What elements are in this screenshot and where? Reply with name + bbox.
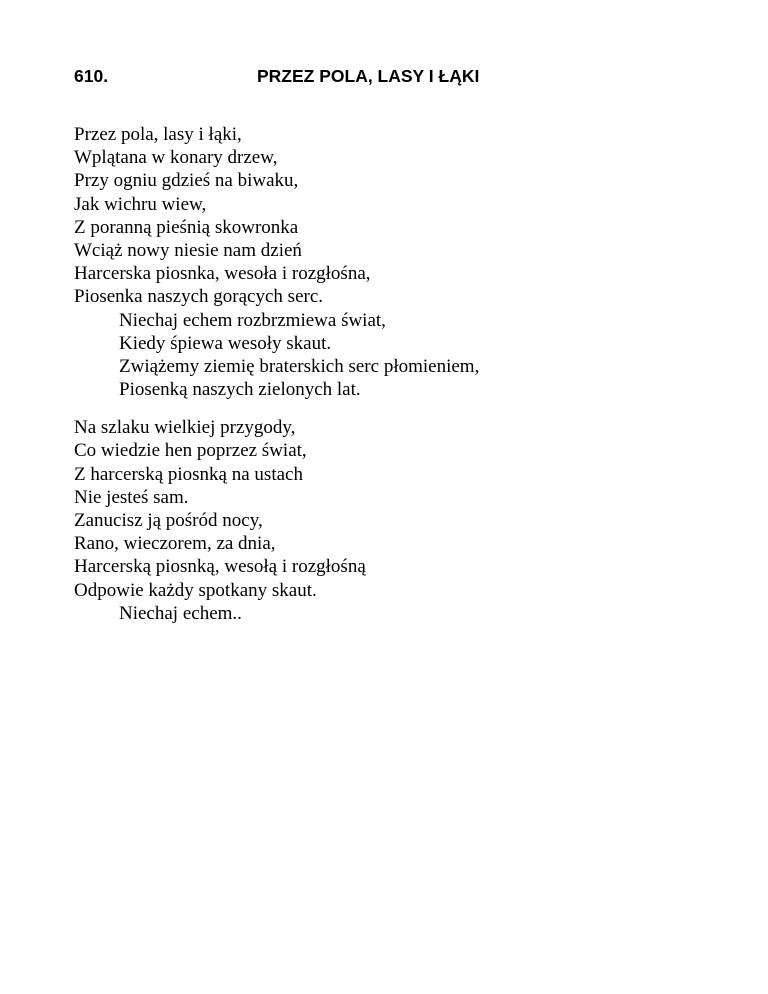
lyric-line: Rano, wieczorem, za dnia, <box>74 533 276 555</box>
refrain-line: Niechaj echem rozbrzmiewa świat, <box>119 309 386 331</box>
refrain-line: Zwiążemy ziemię braterskich serc płomieniem, <box>119 355 480 377</box>
song-header <box>74 65 694 89</box>
lyric-line: Piosenka naszych gorących serc. <box>74 286 324 308</box>
lyric-line: Wciąż nowy niesie nam dzień <box>74 239 302 261</box>
song-number: 610. <box>74 66 109 86</box>
lyric-line: Harcerska piosnka, wesoła i rozgłośna, <box>74 263 371 285</box>
lyric-line: Wplątana w konary drzew, <box>74 147 278 169</box>
lyric-line: Z poranną pieśnią skowronka <box>74 216 299 238</box>
song-title: PRZEZ POLA, LASY I ŁĄKI <box>257 66 480 86</box>
lyric-line: Przy ogniu gdzieś na biwaku, <box>74 170 299 192</box>
lyric-line: Nie jesteś sam. <box>74 486 189 508</box>
stanza-2 <box>74 416 714 625</box>
lyric-line: Co wiedzie hen poprzez świat, <box>74 440 307 462</box>
lyric-line: Z harcerską piosnką na ustach <box>74 463 303 485</box>
refrain-line: Piosenką naszych zielonych lat. <box>119 379 361 401</box>
lyric-line: Jak wichru wiew, <box>74 193 207 215</box>
lyric-line: Harcerską piosnką, wesołą i rozgłośną <box>74 556 366 578</box>
song-lyrics <box>74 123 714 625</box>
refrain-line: Kiedy śpiewa wesoły skaut. <box>119 332 332 354</box>
lyric-line: Odpowie każdy spotkany skaut. <box>74 579 317 601</box>
lyric-line: Przez pola, lasy i łąki, <box>74 124 242 145</box>
lyric-line: Na szlaku wielkiej przygody, <box>74 417 296 439</box>
refrain-line: Niechaj echem.. <box>119 602 242 624</box>
stanza-1 <box>74 123 714 401</box>
lyric-line: Zanucisz ją pośród nocy, <box>74 510 263 531</box>
